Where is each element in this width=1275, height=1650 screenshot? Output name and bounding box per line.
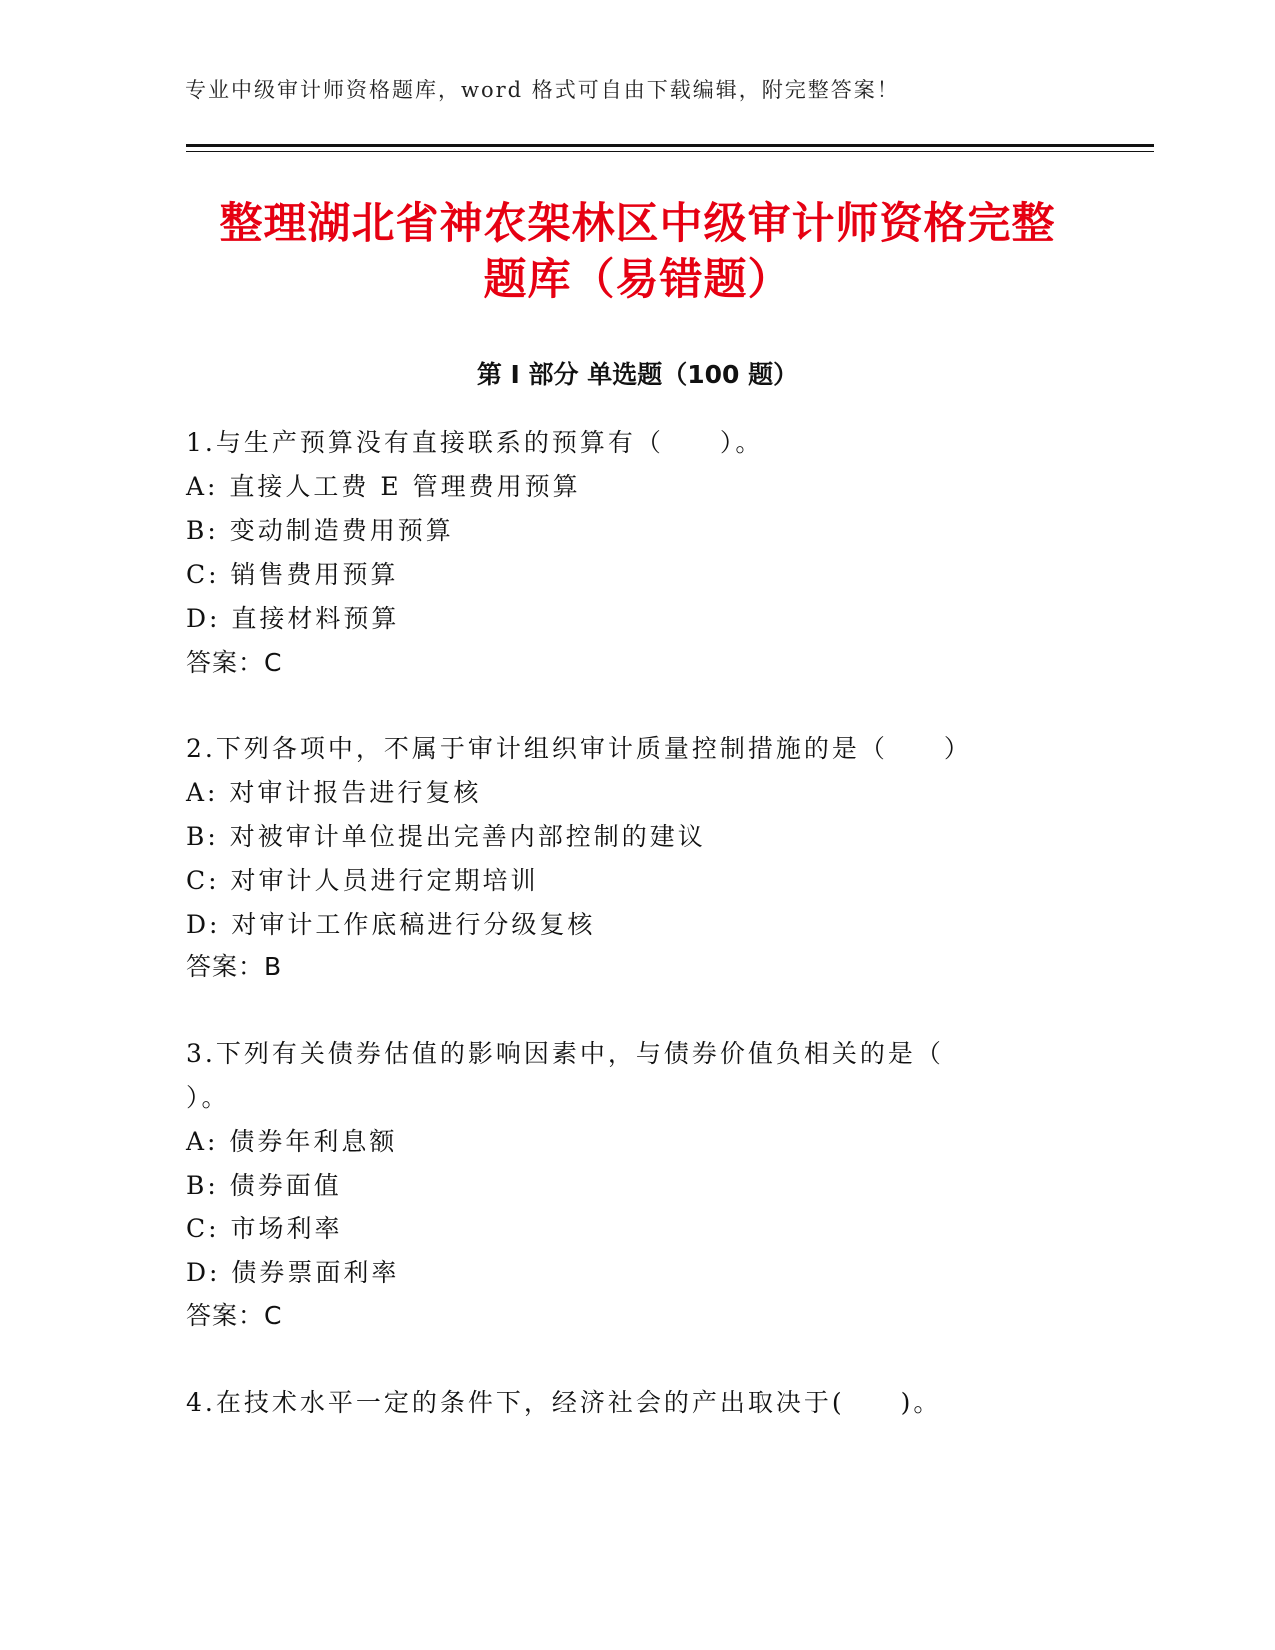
question-3-option-a: A: 债券年利息额 (186, 1127, 398, 1156)
question-2-option-c: C: 对审计人员进行定期培训 (186, 866, 539, 895)
header-note: 专业中级审计师资格题库，word 格式可自由下载编辑，附完整答案！ (185, 78, 900, 102)
question-1-answer: 答案：C (186, 648, 283, 677)
question-2-option-d: D: 对审计工作底稿进行分级复核 (186, 910, 596, 939)
question-2-stem: 2.下列各项中，不属于审计组织审计质量控制措施的是（ ） (186, 734, 972, 763)
title-line-2: 题库（易错题） (483, 255, 792, 305)
question-1-option-c: C: 销售费用预算 (186, 560, 399, 589)
title-line-1: 整理湖北省神农架林区中级审计师资格完整 (219, 199, 1056, 249)
question-3-option-d: D: 债券票面利率 (186, 1258, 400, 1287)
question-2-option-b: B: 对被审计单位提出完善内部控制的建议 (186, 822, 706, 851)
header-rule-thick (186, 144, 1154, 147)
question-3-option-b: B: 债券面值 (186, 1171, 342, 1200)
question-3-option-c: C: 市场利率 (186, 1214, 343, 1243)
question-3-answer: 答案：C (186, 1301, 283, 1330)
header-rule-thin (186, 151, 1154, 152)
section-heading: 第 I 部分 单选题（100 题） (476, 360, 799, 389)
document-title (150, 196, 1125, 308)
question-1-stem: 1.与生产预算没有直接联系的预算有（ ）。 (186, 428, 764, 457)
question-4-stem: 4.在技术水平一定的条件下，经济社会的产出取决于( )。 (186, 1388, 942, 1417)
question-3-stem-continued: ）。 (186, 1083, 230, 1112)
question-1-option-b: B: 变动制造费用预算 (186, 516, 454, 545)
question-1-option-a: A: 直接人工费 E 管理费用预算 (186, 472, 581, 501)
question-2-answer: 答案：B (186, 952, 283, 981)
question-3-stem: 3.下列有关债券估值的影响因素中，与债券价值负相关的是（ (186, 1039, 944, 1068)
question-2-option-a: A: 对审计报告进行复核 (186, 778, 482, 807)
question-1-option-d: D: 直接材料预算 (186, 604, 400, 633)
